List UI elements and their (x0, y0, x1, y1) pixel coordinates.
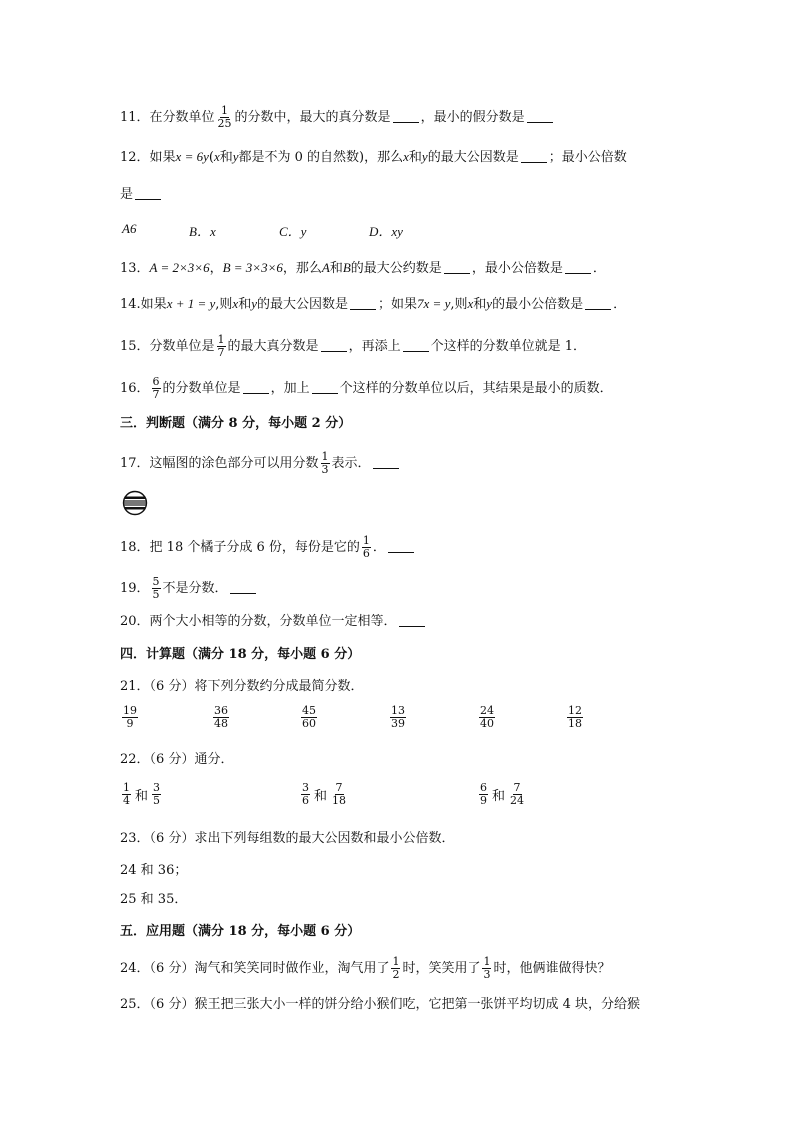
answer-blank[interactable] (312, 379, 338, 394)
question-24: 24．（6 分）淘气和笑笑同时做作业，淘气用了 $\frac{1}{2}$ 时，笑笑用了 $\frac{1}{3}$ 时，他俩谁做得快？ (120, 955, 611, 981)
fraction: $\frac{1}{3}$ (321, 450, 329, 476)
fraction-item: $\frac{36}{48}$ (214, 704, 228, 730)
fraction: $\frac{1}{2}$ (392, 955, 400, 981)
option-c[interactable]: C．y (279, 224, 307, 239)
fraction-pair: $\frac{6}{9}$ 和 $\frac{7}{24}$ (480, 781, 525, 807)
option-b[interactable]: B．x (189, 224, 216, 239)
fraction-pair: $\frac{3}{6}$ 和 $\frac{7}{18}$ (302, 781, 347, 807)
fraction-item: $\frac{12}{18}$ (568, 704, 582, 730)
fraction: $\frac{1}{7}$ (217, 333, 225, 359)
section-heading-3: 三．判断题（满分 8 分，每小题 2 分） (120, 416, 352, 431)
answer-blank[interactable] (521, 148, 547, 163)
question-14: 14.如果x + 1 = y,则x和y的最大公因数是 ；如果7x = y,则x和y的最小公倍数是 ． (120, 296, 627, 312)
answer-blank[interactable] (350, 295, 376, 310)
fraction-item: $\frac{13}{39}$ (391, 704, 405, 730)
answer-blank[interactable] (403, 337, 429, 352)
fraction-item: $\frac{45}{60}$ (302, 704, 316, 730)
question-23: 23．（6 分）求出下列每组数的最大公因数和最小公倍数． (120, 831, 455, 846)
fraction-item: $\frac{24}{40}$ (480, 704, 494, 730)
answer-blank[interactable] (393, 108, 419, 123)
question-19: 19． $\frac{5}{5}$ 不是分数． (120, 576, 258, 601)
answer-blank[interactable] (135, 185, 161, 200)
fraction: $\frac{5}{5}$ (152, 575, 160, 601)
question-25: 25．（6 分）猴王把三张大小一样的饼分给小猴们吃，它把第一张饼平均切成 4 块，分给猴 (120, 997, 640, 1012)
question-23-group-1: 24 和 36； (120, 863, 188, 878)
fraction: $\frac{1}{25}$ (217, 104, 232, 130)
fraction: $\frac{1}{6}$ (362, 534, 370, 560)
question-11: 11．在分数单位 $\frac{1}{25}$ 的分数中，最大的真分数是 ，最小的假分数是 (120, 105, 555, 130)
answer-blank[interactable] (399, 612, 425, 627)
fraction: $\frac{6}{7}$ (152, 375, 160, 401)
answer-blank[interactable] (373, 454, 399, 469)
option-a[interactable]: A6 (122, 221, 137, 236)
question-21: 21．（6 分）将下列分数约分成最简分数． (120, 679, 364, 694)
fraction-pair: $\frac{1}{4}$ 和 $\frac{3}{5}$ (123, 781, 161, 807)
answer-blank[interactable] (321, 337, 347, 352)
question-15: 15．分数单位是 $\frac{1}{7}$ 的最大真分数是 ，再添上 个这样的分数单位就是 1． (120, 333, 586, 359)
question-12: 12．如果x = 6y(x和y都是不为 0 的自然数)，那么x和y的最大公因数是 ；最小公倍数 (120, 149, 627, 165)
striped-circle-figure (122, 490, 148, 516)
answer-blank[interactable] (444, 259, 470, 274)
option-d[interactable]: D．xy (369, 224, 403, 239)
question-16: 16． $\frac{6}{7}$ 的分数单位是 ，加上 个这样的分数单位以后，其结果是最小的质数． (120, 375, 613, 401)
question-20: 20．两个大小相等的分数，分数单位一定相等． (120, 612, 427, 632)
answer-blank[interactable] (585, 295, 611, 310)
fraction: $\frac{1}{3}$ (483, 955, 491, 981)
answer-blank[interactable] (243, 379, 269, 394)
question-18: 18．把 18 个橘子分成 6 份，每份是它的 $\frac{1}{6}$ ． (120, 535, 416, 560)
section-heading-5: 五．应用题（满分 18 分，每小题 6 分） (120, 924, 361, 939)
question-23-group-2: 25 和 35． (120, 892, 188, 907)
answer-blank[interactable] (565, 259, 591, 274)
fraction-item: $\frac{19}{9}$ (123, 704, 137, 730)
question-13: 13．A = 2×3×6，B = 3×3×6，那么A和B的最大公约数是 ，最小公倍数是 ． (120, 260, 606, 276)
answer-blank[interactable] (527, 108, 553, 123)
section-heading-4: 四．计算题（满分 18 分，每小题 6 分） (120, 647, 361, 662)
answer-blank[interactable] (230, 579, 256, 594)
question-12-cont: 是 (120, 185, 163, 205)
question-22: 22．（6 分）通分． (120, 752, 234, 767)
answer-blank[interactable] (388, 538, 414, 553)
question-17: 17．这幅图的涂色部分可以用分数 $\frac{1}{3}$ 表示． (120, 451, 401, 476)
